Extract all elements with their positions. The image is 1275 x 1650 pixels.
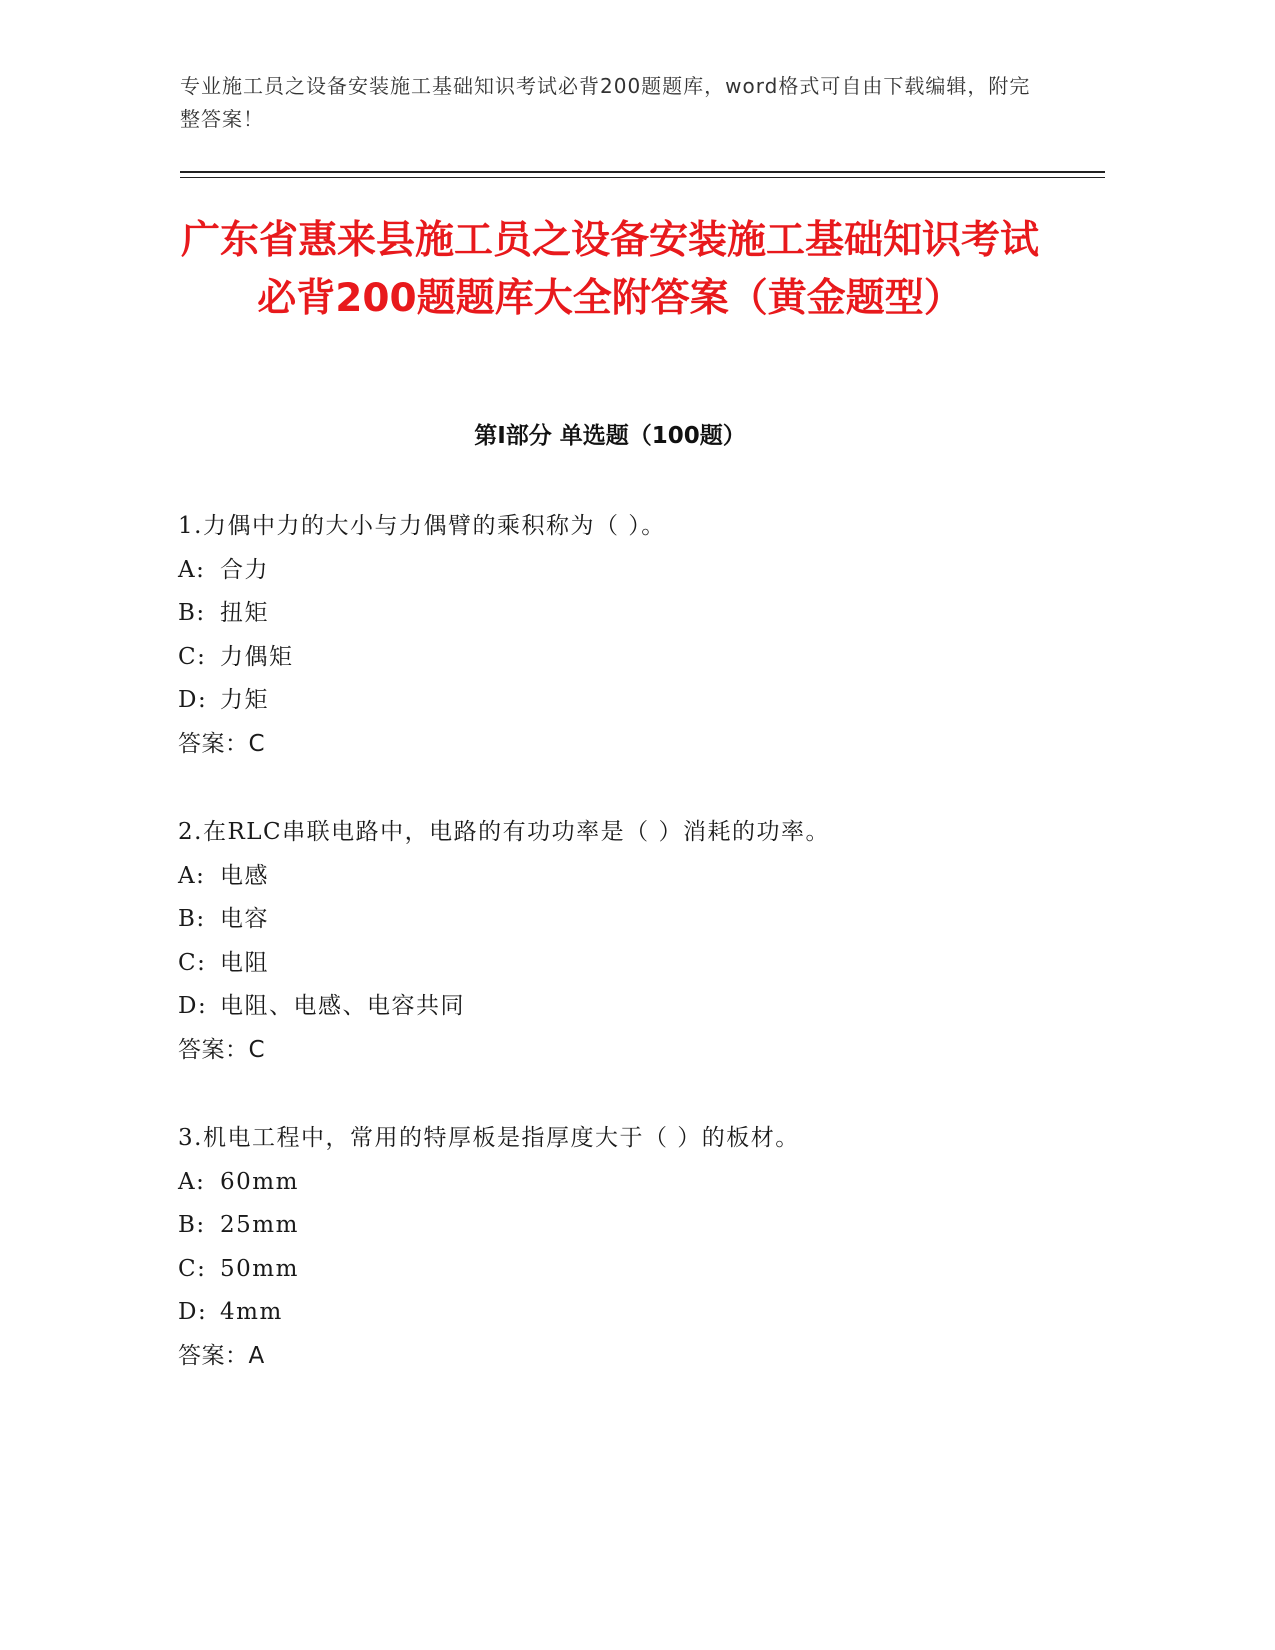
option-d bbox=[178, 985, 1078, 1029]
question-stem: 3.机电工程中，常用的特厚板是指厚度大于（ ）的板材。 bbox=[178, 1125, 800, 1151]
option-b bbox=[178, 898, 1078, 942]
option-c bbox=[178, 1248, 1078, 1292]
option-text: 25mm bbox=[220, 1212, 299, 1239]
option-text: 电阻 bbox=[220, 949, 269, 976]
option-letter: D: bbox=[178, 1299, 208, 1326]
option-letter: A: bbox=[178, 1168, 206, 1195]
option-text: 60mm bbox=[220, 1168, 299, 1195]
option-a bbox=[178, 855, 1078, 899]
option-text: 力矩 bbox=[220, 687, 269, 714]
question-1 bbox=[178, 505, 1078, 811]
answer: 答案：A bbox=[178, 1342, 265, 1369]
answer: 答案：C bbox=[178, 730, 266, 757]
option-b bbox=[178, 1204, 1078, 1248]
document-title: 广东省惠来县施工员之设备安装施工基础知识考试必背200题题库大全附答案（黄金题型） bbox=[180, 218, 1039, 321]
question-3 bbox=[178, 1117, 1078, 1423]
option-letter: A: bbox=[178, 556, 206, 583]
option-letter: B: bbox=[178, 600, 206, 627]
option-letter: D: bbox=[178, 993, 208, 1020]
option-text: 电感 bbox=[220, 862, 269, 889]
section-title: 第Ⅰ部分 单选题（100题） bbox=[474, 423, 746, 449]
option-c bbox=[178, 942, 1078, 986]
option-text: 4mm bbox=[220, 1299, 283, 1326]
option-a bbox=[178, 1161, 1078, 1205]
question-stem: 2.在RLC串联电路中，电路的有功功率是（ ）消耗的功率。 bbox=[178, 819, 830, 845]
option-text: 电容 bbox=[220, 906, 269, 933]
option-text: 50mm bbox=[220, 1255, 299, 1282]
option-letter: C: bbox=[178, 1255, 207, 1282]
header-divider-thin bbox=[180, 177, 1105, 178]
option-c bbox=[178, 636, 1078, 680]
option-letter: B: bbox=[178, 1212, 206, 1239]
option-letter: A: bbox=[178, 862, 206, 889]
question-2 bbox=[178, 811, 1078, 1117]
option-text: 扭矩 bbox=[220, 600, 269, 627]
option-letter: C: bbox=[178, 643, 207, 670]
option-a bbox=[178, 549, 1078, 593]
option-letter: B: bbox=[178, 906, 206, 933]
option-text: 力偶矩 bbox=[220, 643, 294, 670]
option-text: 合力 bbox=[220, 556, 269, 583]
option-letter: D: bbox=[178, 687, 208, 714]
answer: 答案：C bbox=[178, 1036, 266, 1063]
question-stem: 1.力偶中力的大小与力偶臂的乘积称为（ ）。 bbox=[178, 513, 666, 539]
option-d bbox=[178, 1291, 1078, 1335]
option-d bbox=[178, 679, 1078, 723]
header-divider-thick bbox=[180, 171, 1105, 173]
option-b bbox=[178, 592, 1078, 636]
header-note: 专业施工员之设备安装施工基础知识考试必背200题题库，word格式可自由下载编辑，附完整答案！ bbox=[180, 74, 1031, 131]
question-list bbox=[178, 505, 1078, 1423]
option-letter: C: bbox=[178, 949, 207, 976]
option-text: 电阻、电感、电容共同 bbox=[220, 993, 465, 1020]
